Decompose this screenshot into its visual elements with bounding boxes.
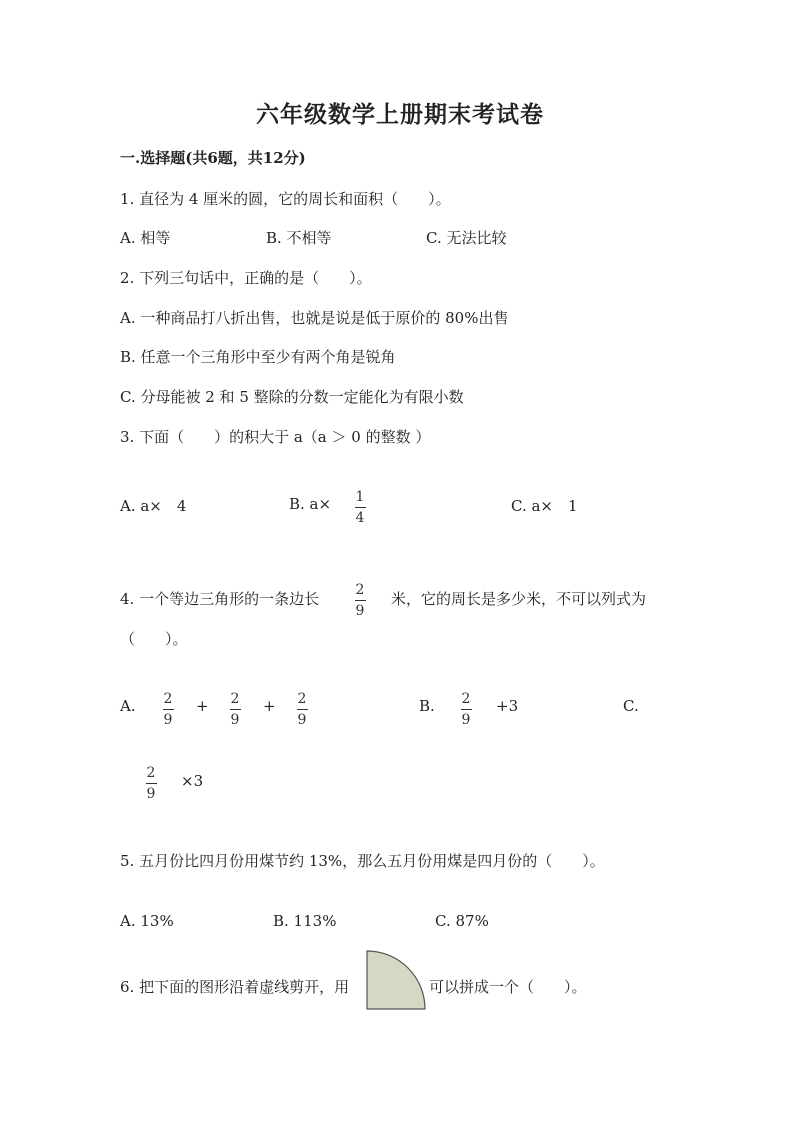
quarter-circle-figure bbox=[366, 950, 426, 1012]
question-4-option-c-suffix: ×3 bbox=[181, 772, 204, 790]
question-1-option-a: A. 相等 bbox=[120, 229, 171, 247]
question-4-option-b-label: B. bbox=[419, 697, 435, 715]
question-3-option-b-fraction bbox=[353, 490, 367, 525]
fraction-denominator: 9 bbox=[355, 603, 365, 619]
fraction-denominator: 9 bbox=[297, 712, 307, 728]
question-5-option-a: A. 13% bbox=[120, 912, 174, 930]
section-heading: 一.选择题(共6题，共12分) bbox=[120, 149, 306, 167]
question-4-stem-end: 米，它的周长是多少米，不可以列式为 bbox=[391, 590, 647, 608]
quarter-circle-shape bbox=[367, 951, 425, 1009]
question-4-stem-start: 4. 一个等边三角形的一条边长 bbox=[120, 590, 320, 608]
question-4-stem-fraction bbox=[353, 583, 367, 618]
fraction-numerator: 1 bbox=[355, 489, 365, 505]
question-3-option-b: B. a× bbox=[289, 495, 332, 513]
question-2-stem: 2. 下列三句话中，正确的是（ ）。 bbox=[120, 269, 372, 287]
question-4-option-a-fraction-1 bbox=[161, 692, 175, 727]
question-2-option-a: A. 一种商品打八折出售，也就是说是低于原价的 80%出售 bbox=[120, 309, 509, 327]
fraction-numerator: 2 bbox=[146, 765, 156, 781]
question-4-option-c-label: C. bbox=[623, 697, 639, 715]
question-4-option-c-fraction bbox=[144, 766, 158, 801]
question-4-option-a-label: A. bbox=[120, 697, 136, 715]
plus-sign: + bbox=[196, 697, 209, 715]
question-6-stem-start: 6. 把下面的图形沿着虚线剪开，用 bbox=[120, 978, 350, 996]
fraction-numerator: 2 bbox=[297, 691, 307, 707]
question-4-stem-line2: （ ）。 bbox=[120, 630, 188, 648]
page-title: 六年级数学上册期末考试卷 bbox=[256, 101, 544, 128]
question-1-option-b: B. 不相等 bbox=[266, 229, 332, 247]
question-4-option-b-fraction bbox=[459, 692, 473, 727]
question-1-stem: 1. 直径为 4 厘米的圆，它的周长和面积（ ）。 bbox=[120, 190, 451, 208]
question-6-stem-end: 可以拼成一个（ ）。 bbox=[429, 978, 587, 996]
fraction-denominator: 4 bbox=[355, 510, 365, 526]
question-2-option-c: C. 分母能被 2 和 5 整除的分数一定能化为有限小数 bbox=[120, 388, 464, 406]
fraction-numerator: 2 bbox=[461, 691, 471, 707]
question-3-option-a: A. a× 4 bbox=[120, 497, 187, 515]
question-1-option-c: C. 无法比较 bbox=[426, 229, 507, 247]
question-4-option-b-suffix: +3 bbox=[496, 697, 519, 715]
fraction-denominator: 9 bbox=[146, 786, 156, 802]
fraction-numerator: 2 bbox=[355, 582, 365, 598]
question-2-option-b: B. 任意一个三角形中至少有两个角是锐角 bbox=[120, 348, 396, 366]
fraction-numerator: 2 bbox=[230, 691, 240, 707]
fraction-numerator: 2 bbox=[163, 691, 173, 707]
plus-sign: + bbox=[263, 697, 276, 715]
question-5-stem: 5. 五月份比四月份用煤节约 13%，那么五月份用煤是四月份的（ ）。 bbox=[120, 852, 605, 870]
fraction-denominator: 9 bbox=[163, 712, 173, 728]
question-4-option-a-fraction-2 bbox=[228, 692, 242, 727]
question-3-stem: 3. 下面（ ）的积大于 a（a ＞ 0 的整数 ） bbox=[120, 428, 431, 446]
question-5-option-c: C. 87% bbox=[435, 912, 489, 930]
question-4-option-a-fraction-3 bbox=[295, 692, 309, 727]
question-3-option-c: C. a× 1 bbox=[511, 497, 578, 515]
fraction-denominator: 9 bbox=[230, 712, 240, 728]
question-5-option-b: B. 113% bbox=[273, 912, 337, 930]
fraction-denominator: 9 bbox=[461, 712, 471, 728]
